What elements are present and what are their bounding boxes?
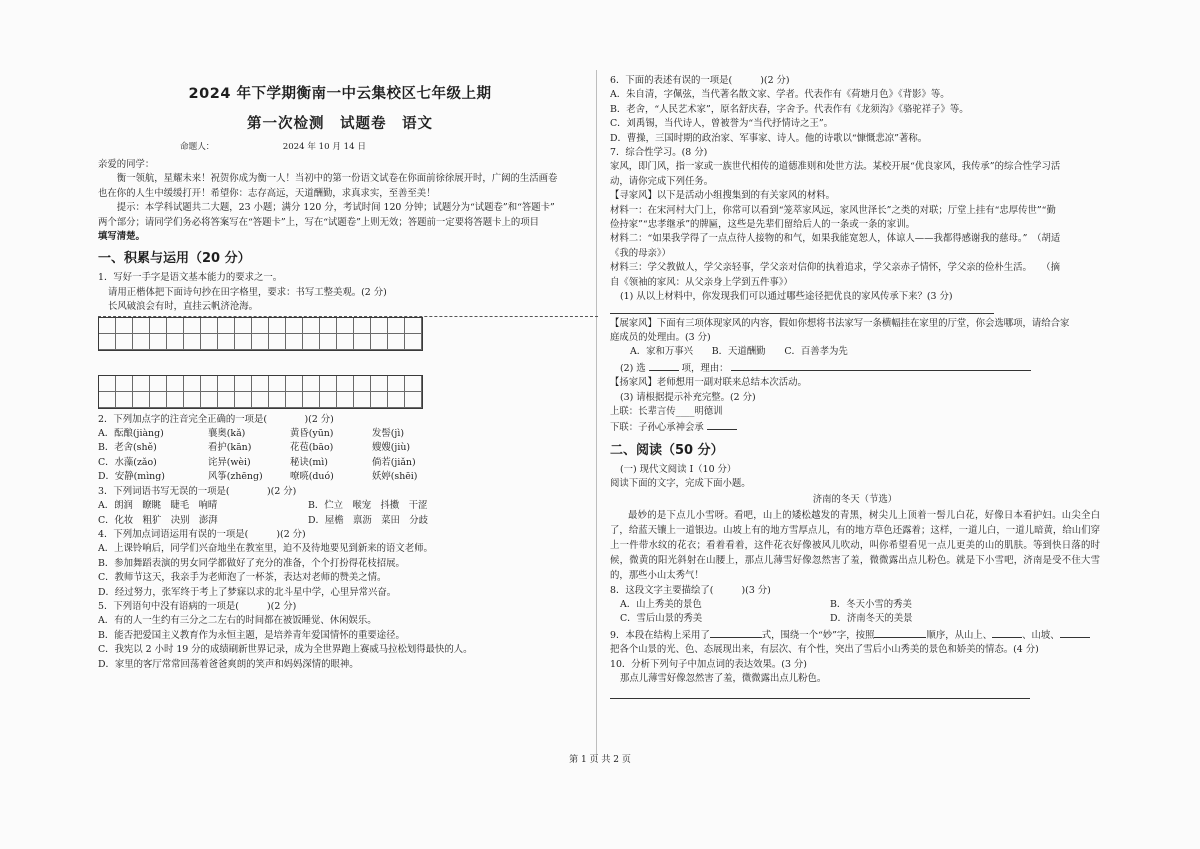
- grid-cell[interactable]: [320, 318, 337, 334]
- option: 襄奥(kǎ): [208, 428, 246, 440]
- grid-cell[interactable]: [303, 334, 320, 350]
- grid-cell[interactable]: [167, 392, 184, 408]
- option-row: [98, 470, 582, 484]
- grid-cell[interactable]: [337, 392, 354, 408]
- option: A．朗润 瞭眺 睫毛 响晴: [98, 500, 218, 512]
- grid-cell[interactable]: [184, 318, 201, 334]
- task-find: 【寻家风】以下是活动小组搜集到的有关家风的材料。: [610, 190, 836, 202]
- grid-cell[interactable]: [405, 318, 422, 334]
- option-row: [98, 456, 582, 470]
- grid-cell[interactable]: [354, 392, 371, 408]
- option-row: [98, 427, 582, 441]
- option: B．冬天小雪的秀美: [830, 598, 912, 610]
- grid-cell[interactable]: [235, 334, 252, 350]
- material-2: 材料二：“如果我学得了一点点待人接物的和气，如果我能宽恕人，体谅人——我都得感谢我的慈母。” （胡适: [610, 233, 1061, 245]
- option-row: [620, 598, 1100, 612]
- exam-title: 2024 年下学期衡南一中云集校区七年级上期: [188, 86, 492, 102]
- show-options: [610, 345, 1100, 359]
- grid-cell[interactable]: [252, 376, 269, 392]
- question-9-text: 把各个山景的光、色、态展现出来，有层次、有个性，突出了雪后小山秀美的景色和娇美的情态。(4 分): [610, 644, 1039, 656]
- grid-cell[interactable]: [235, 392, 252, 408]
- question-1: 1．写好一手字是语文基本能力的要求之一。: [98, 272, 283, 284]
- question-3-options: [98, 499, 582, 528]
- option: 倘若(jiǎn): [372, 456, 416, 468]
- grid-cell[interactable]: [116, 334, 133, 350]
- exam-meta: [98, 140, 582, 154]
- grid-cell[interactable]: [252, 334, 269, 350]
- option: 秘诀(mì): [290, 456, 328, 468]
- option: D．家里的客厅常常回荡着爸爸爽朗的笑声和妈妈深情的眼神。: [98, 658, 359, 670]
- option: 风筝(zhēng): [208, 471, 263, 483]
- grid-cell[interactable]: [218, 392, 235, 408]
- question-1-instruction: 请用正楷体把下面诗句抄在田字格里，要求：书写工整美观。(2 分): [108, 286, 387, 298]
- answer-blank[interactable]: [649, 360, 679, 371]
- grid-cell[interactable]: [337, 318, 354, 334]
- option: A．山上秀美的景色: [620, 598, 702, 610]
- grid-cell[interactable]: [116, 376, 133, 392]
- grid-cell[interactable]: [218, 318, 235, 334]
- option-row: [98, 441, 582, 455]
- option: B．能否把爱国主义教育作为永恒主题，是培养青年爱国情怀的重要途径。: [98, 629, 405, 641]
- reading-instruction: 阅读下面的文字，完成下面小题。: [610, 478, 751, 490]
- grid-cell[interactable]: [99, 392, 116, 408]
- question-7-3: (3) 请根据提示补充完整。(2 分): [620, 391, 756, 403]
- right-column: [610, 74, 1100, 702]
- grid-cell[interactable]: [184, 392, 201, 408]
- grid-cell[interactable]: [133, 392, 150, 408]
- grid-cell[interactable]: [405, 376, 422, 392]
- grid-cell[interactable]: [320, 392, 337, 408]
- option-row: [98, 499, 582, 513]
- option: A．酝酿(jiàng): [98, 428, 164, 440]
- grid-cell[interactable]: [320, 376, 337, 392]
- answer-blank[interactable]: [710, 627, 762, 638]
- answer-blank[interactable]: [1060, 627, 1090, 638]
- grid-cell[interactable]: [286, 392, 303, 408]
- answer-line[interactable]: [610, 307, 994, 314]
- option: C．水藻(zǎo): [98, 456, 157, 468]
- grid-cell[interactable]: [303, 392, 320, 408]
- grid-cell[interactable]: [201, 392, 218, 408]
- grid-cell[interactable]: [286, 376, 303, 392]
- grid-cell[interactable]: [337, 334, 354, 350]
- grid-cell[interactable]: [133, 334, 150, 350]
- question-7-1: (1) 从以上材料中，你发现我们可以通过哪些途径把优良的家风传承下来？(3 分): [620, 291, 953, 303]
- grid-cell[interactable]: [354, 318, 371, 334]
- grid-cell[interactable]: [303, 318, 320, 334]
- grid-cell[interactable]: [167, 376, 184, 392]
- option: 嘹喨(duó): [290, 471, 334, 483]
- greeting: 亲爱的同学：: [98, 159, 155, 170]
- exam-subtitle: 第一次检测 试题卷 语文: [247, 116, 433, 132]
- answer-blank[interactable]: [874, 627, 926, 638]
- option: A．朱自清，字佩弦，当代著名散文家、学者。代表作有《荷塘月色》《背影》等。: [610, 89, 950, 101]
- grid-cell[interactable]: [133, 318, 150, 334]
- material-1: 俭持家”“忠孝继承”的牌匾，这些是先辈们留给后人的一条或一条的家训。: [610, 219, 916, 231]
- writing-grid[interactable]: [98, 375, 423, 409]
- grid-cell[interactable]: [303, 376, 320, 392]
- option: B．天道酬勤: [711, 346, 766, 358]
- option: 妖婷(shēi): [372, 471, 418, 483]
- option: 嫂嫂(jiù): [372, 442, 411, 454]
- question-2: 2．下列加点字的注音完全正确的一项是( )(2 分): [98, 413, 334, 425]
- grid-cell[interactable]: [269, 334, 286, 350]
- passage-title: 济南的冬天（节选）: [812, 493, 898, 505]
- option: C．化妆 粗犷 决别 澎湃: [98, 514, 218, 526]
- left-column: [98, 74, 582, 672]
- grid-cell[interactable]: [235, 376, 252, 392]
- option: D．安静(mìng): [98, 471, 165, 483]
- option-row: [620, 612, 1100, 626]
- option: C．我宪以 2 小时 19 分的成绩刷新世界记录，成为全世界跑上赛威马拉松划得最快的人。: [98, 644, 473, 656]
- grid-cell[interactable]: [116, 392, 133, 408]
- tip-line: 提示：本学科试题共二大题，23 小题；满分 120 分，考试时间 120 分钟；试题分为“试题卷”和“答题卡”: [98, 202, 555, 214]
- grid-cell[interactable]: [286, 334, 303, 350]
- grid-cell[interactable]: [150, 392, 167, 408]
- grid-cell[interactable]: [184, 334, 201, 350]
- grid-cell[interactable]: [252, 318, 269, 334]
- grid-cell[interactable]: [99, 318, 116, 334]
- grid-cell[interactable]: [388, 318, 405, 334]
- grid-cell[interactable]: [405, 334, 422, 350]
- grid-cell[interactable]: [371, 318, 388, 334]
- option: B．老舍(shě): [98, 442, 157, 454]
- passage-body: 最妙的是下点儿小雪呀。看吧，山上的矮松越发的青黑，树尖儿上顶着一髻儿白花，好像日本看护妇。山尖全白了，给蓝天镶上一道银边。山坡上有的地方雪厚点儿，有的地方草色还露着；这样，一道儿白，一道儿暗黄，给山们穿上一件带水纹的花衣；看着看着，这件花衣好像被风儿吹动，叫你希望看见一点儿更美的山的肌肤。等到快日落的时候，微黄的阳光斜射在山腰上，那点儿薄雪好像忽然害了羞，微微露出点儿粉色。就是下小雪吧，济南是受不住大雪的，那些小山太秀气！: [610, 509, 1100, 582]
- question-7-text: 家风，即门风，指一家或一族世代相传的道德准则和处世方法。某校开展“优良家风，我传承”的综合性学习活: [610, 161, 1061, 173]
- option: A．家和万事兴: [630, 346, 694, 358]
- author-label: 命题人：: [180, 142, 215, 152]
- option: D．济南冬天的美景: [830, 613, 913, 625]
- question-10: 10．分析下列句子中加点词的表达效果。(3 分): [610, 658, 807, 670]
- section-heading: 一、积累与运用（20 分）: [98, 251, 251, 267]
- intro-line: 也在你的人生中缓缓打开！希望你：志存高远，天道酬勤，求真求实，至善至美！: [98, 187, 436, 199]
- grid-cell[interactable]: [269, 376, 286, 392]
- option: 花苞(bāo): [290, 442, 334, 454]
- tip-line: 填写清楚。: [98, 231, 145, 243]
- grid-cell[interactable]: [167, 318, 184, 334]
- grid-cell[interactable]: [388, 392, 405, 408]
- task-show: 【展家风】下面有三项体现家风的内容，假如你想将书法家写一条横幅挂在家里的厅堂，你会选哪项，请给合家: [610, 317, 1070, 329]
- grid-cell[interactable]: [201, 318, 218, 334]
- question-5: 5．下列语句中没有语病的一项是( )(2 分): [98, 600, 297, 612]
- couplet-upper: 上联：长辈言传____明德训: [610, 405, 723, 417]
- option: B．伫立 喉宠 抖擞 干涩: [308, 500, 428, 512]
- grid-cell[interactable]: [269, 318, 286, 334]
- grid-cell[interactable]: [150, 318, 167, 334]
- grid-cell[interactable]: [201, 376, 218, 392]
- option: B．老舍，“人民艺术家”，原名舒庆春，字舍予。代表作有《龙须沟》《骆驼祥子》等。: [610, 103, 969, 115]
- option: D．曹操，三国时期的政治家、军事家、诗人。他的诗歌以“慷慨悲凉”著称。: [610, 132, 928, 144]
- option: D．经过努力，张军终于考上了梦寐以求的北斗星中学，心里异常兴奋。: [98, 586, 397, 598]
- grid-cell[interactable]: [354, 376, 371, 392]
- grid-cell[interactable]: [218, 334, 235, 350]
- material-2: 《我的母亲》）: [610, 247, 671, 259]
- question-2-options: [98, 427, 582, 485]
- couplet-lower: 下联：子孙心承神会承: [610, 419, 1100, 435]
- exam-date: 2024 年 10 月 14 日: [282, 142, 366, 152]
- page-number: 第 1 页 共 2 页: [569, 755, 631, 765]
- column-divider: [596, 70, 597, 760]
- grid-cell[interactable]: [150, 376, 167, 392]
- grid-cell[interactable]: [133, 376, 150, 392]
- intro-line: 衡一领航，星耀未来！祝贺你成为衡一人！当初中的第一份语文试卷在你面前徐徐展开时，广阔的生活画卷: [98, 173, 558, 185]
- question-7-2: (2) 选 项，理由：: [610, 360, 1100, 376]
- section-heading: 二、阅读（50 分）: [610, 442, 724, 458]
- question-8-options: [610, 598, 1100, 627]
- question-10-sentence: 那点儿薄雪好像忽然害了羞，微微露出点儿粉色。: [620, 673, 827, 685]
- grid-cell[interactable]: [99, 334, 116, 350]
- answer-blank[interactable]: [731, 360, 1031, 371]
- option: B．参加舞蹈表演的男女同学都做好了充分的准备，个个打扮得花枝招展。: [98, 557, 405, 569]
- grid-cell[interactable]: [388, 376, 405, 392]
- option: C．教师节这天，我亲手为老师泡了一杯茶，表达对老师的赞美之情。: [98, 572, 387, 584]
- question-7: 7．综合性学习。(8 分): [610, 147, 708, 159]
- grid-cell[interactable]: [116, 318, 133, 334]
- answer-blank[interactable]: [707, 419, 737, 430]
- material-1: 材料一：在宋河村大门上，你常可以看到“笼萃家风远，家风世泽长”之类的对联；厅堂上挂有“忠厚传世”“勤: [610, 204, 1056, 216]
- option: C．雪后山景的秀美: [620, 613, 703, 625]
- question-3: 3．下列词语书写无误的一项是( )(2 分): [98, 485, 297, 497]
- answer-blank[interactable]: [992, 627, 1022, 638]
- task-show: 庭成员的处理由。(3 分): [610, 331, 711, 343]
- material-3: 材料三：学父教做人，学父亲轻事，学父亲对信仰的执着追求，学父亲赤子情怀，学父亲的俭朴生活。 （摘: [610, 262, 1060, 274]
- grid-cell[interactable]: [99, 376, 116, 392]
- option-row: [98, 514, 582, 528]
- question-6: 6．下面的表述有误的一项是( )(2 分): [610, 75, 790, 86]
- grid-cell[interactable]: [371, 376, 388, 392]
- grid-cell[interactable]: [150, 334, 167, 350]
- option: A．上课铃响后，同学们兴奋地坐在教室里，迫不及待地要见到新来的语文老师。: [98, 543, 433, 555]
- option: 看护(kān): [208, 442, 252, 454]
- option: 黄昏(yūn): [290, 428, 334, 440]
- option: C．刘禹锡，当代诗人，曾被誉为“当代抒情诗之王”。: [610, 118, 834, 130]
- question-4: 4．下列加点词语运用有误的一项是( )(2 分): [98, 528, 306, 540]
- task-pass: 【扬家风】老师想用一副对联来总结本次活动。: [610, 377, 807, 389]
- grid-cell[interactable]: [167, 334, 184, 350]
- option: 发髻(jì): [372, 428, 404, 440]
- grid-cell[interactable]: [201, 334, 218, 350]
- grid-cell[interactable]: [184, 376, 201, 392]
- option: A．有的人一生约有三分之二左右的时间都在被饭睡觉、休闲娱乐。: [98, 615, 377, 627]
- grid-cell[interactable]: [371, 334, 388, 350]
- grid-cell[interactable]: [286, 318, 303, 334]
- question-7-text: 动，请你完成下列任务。: [610, 175, 714, 187]
- writing-grid[interactable]: [98, 317, 423, 351]
- question-8: 8．这段文字主要描绘了( )(3 分): [610, 584, 771, 596]
- grid-cell[interactable]: [354, 334, 371, 350]
- question-1-verse: 长风破浪会有时，直挂云帆济沧海。: [108, 301, 259, 313]
- grid-cell[interactable]: [371, 392, 388, 408]
- grid-cell[interactable]: [320, 334, 337, 350]
- material-3: 自《领袖的家风：从父亲身上学到五件事》）: [610, 276, 793, 288]
- grid-cell[interactable]: [252, 392, 269, 408]
- grid-cell[interactable]: [388, 334, 405, 350]
- grid-cell[interactable]: [269, 392, 286, 408]
- grid-cell[interactable]: [337, 376, 354, 392]
- grid-cell[interactable]: [405, 392, 422, 408]
- option: C．百善孝为先: [784, 346, 848, 358]
- answer-line[interactable]: [610, 692, 1030, 699]
- grid-cell[interactable]: [218, 376, 235, 392]
- subsection-heading: (一) 现代文阅读 I（10 分）: [620, 463, 737, 475]
- option: 诧异(wèi): [208, 456, 251, 468]
- grid-cell[interactable]: [235, 318, 252, 334]
- option: D．屋檐 禀沥 菜田 分歧: [308, 514, 429, 526]
- tip-line: 两个部分；请同学们务必将答案写在“答题卡”上，写在“试题卷”上则无效；答题前一定要将答题卡上的项目: [98, 216, 540, 228]
- question-9: 9．本段在结构上采用了 式，围绕一个“妙”字，按照 顺序，从山上、 、山坡、: [610, 627, 1100, 643]
